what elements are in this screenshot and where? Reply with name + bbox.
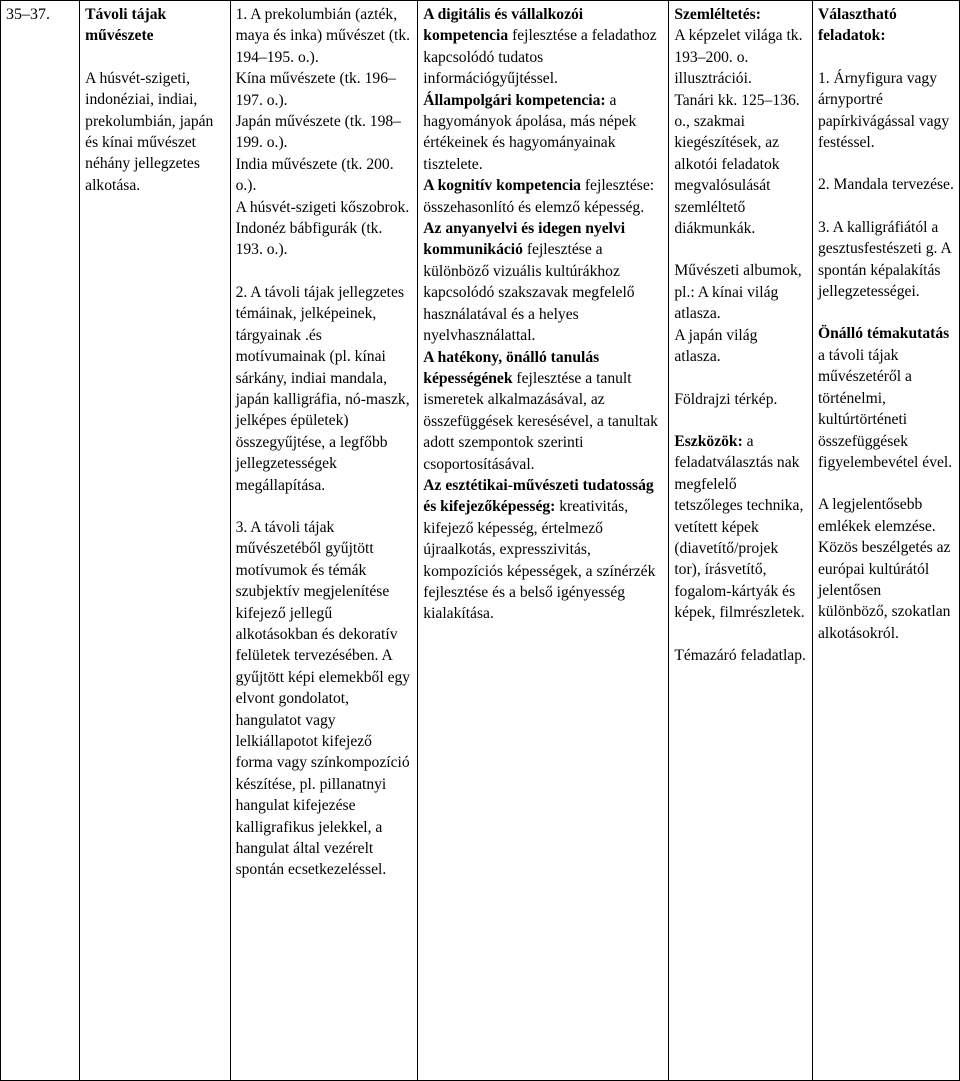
optional-task: 1. Árnyfigura vagy árnyportré papírkivágással vagy festéssel. bbox=[817, 69, 950, 152]
competency-name: Az esztétikai-művészeti tudatosság és kifejezőképesség: bbox=[423, 476, 654, 516]
tools-item bbox=[674, 431, 807, 624]
content-cell bbox=[230, 1, 418, 1081]
competency-item bbox=[423, 218, 663, 346]
competency-item bbox=[423, 4, 663, 90]
competency-text: fejlesztése: összehasonlító és elemző képesség. bbox=[423, 177, 655, 216]
independent-text: a távoli tájak művészetéről a történelmi, kultúrtörténeti összefüggések figyelembevétel ével. bbox=[817, 346, 953, 471]
map-text: Földrajzi térkép. bbox=[674, 390, 778, 408]
independent-label: Önálló témakutatás bbox=[817, 325, 950, 343]
worksheet-text: Témazáró feladatlap. bbox=[674, 646, 806, 664]
competency-text: a hagyományok ápolása, más népek értékeinek és hagyományainak tisztelete. bbox=[423, 91, 637, 173]
demonstration-cell bbox=[669, 1, 813, 1081]
optional-task: 2. Mandala tervezése. bbox=[817, 176, 954, 194]
lesson-number: 35–37. bbox=[6, 6, 50, 23]
competencies-cell bbox=[418, 1, 669, 1081]
content-item: Indonéz bábfigurák (tk. 193. o.). bbox=[235, 220, 383, 259]
japan-atlas-text: A japán világ atlasza. bbox=[674, 326, 758, 366]
content-item: India művészete (tk. 200. o.). bbox=[235, 155, 394, 195]
tools-text: a feladatválasztás nak megfelelő tetszőleges technika, vetített képek (diavetítő/projek tor), írásvetítő, fogalom-kártyák és képek, filmrészletek. bbox=[674, 432, 805, 622]
competency-item bbox=[423, 90, 663, 176]
tools-label: Eszközök: bbox=[674, 432, 743, 450]
demonstration-label: Szemléltetés: bbox=[674, 6, 761, 23]
topic-description: A húsvét-szigeti, indonéziai, indiai, prekolumbián, japán és kínai művészet néhány jellegzetes alkotása. bbox=[85, 69, 214, 194]
optional-label: Választható feladatok: bbox=[817, 6, 897, 45]
demonstration-line: Tanári kk. 125–136. o., szakmai kiegészítések, az alkotói feladatok megvalósulását szemléltető diákmunkák. bbox=[674, 91, 800, 238]
content-item: 1. A prekolumbián (azték, maya és inka) művészet (tk. 194–195. o.). bbox=[235, 6, 411, 66]
competency-name: Az anyanyelvi és idegen nyelvi kommunikáció bbox=[423, 220, 626, 259]
table-row bbox=[1, 1, 960, 1081]
competency-name: Állampolgári kompetencia: bbox=[423, 91, 606, 109]
competency-text: fejlesztése a tanult ismeretek alkalmazásával, az összefüggések keresésével, a tanultak adott szempontok szerinti csoportosításával. bbox=[423, 369, 658, 473]
optional-tasks-cell bbox=[812, 1, 959, 1081]
content-item: A húsvét-szigeti kőszobrok. bbox=[235, 198, 410, 216]
demonstration-line: A képzelet világa tk. 193–200. o. illusztrációi. bbox=[674, 27, 803, 88]
topic-cell bbox=[80, 1, 230, 1081]
competency-text: fejlesztése a különböző vizuális kultúrákhoz kapcsolódó szakszavak megfelelő használatával és a helyes nyelvhasználattal. bbox=[423, 241, 635, 345]
content-item: 2. A távoli tájak jellegzetes témáinak, jelképeinek, tárgyainak .és motívumainak (pl. kínai sárkány, indiai mandala, japán kalligráfia, nó-maszk, jelképes épületek) összegyűjtése, a legfőbb jellegzetességek megállapítása. bbox=[235, 283, 410, 494]
content-item: Kína művészete (tk. 196–197. o.). bbox=[235, 70, 396, 109]
competency-item bbox=[423, 347, 663, 475]
optional-task: 3. A kalligráfiától a gesztusfestészeti g. A spontán képalakítás jellegzetességei. bbox=[817, 218, 951, 301]
lesson-number-cell bbox=[1, 1, 80, 1081]
independent-research bbox=[818, 323, 954, 473]
competency-name: A hatékony, önálló tanulás képességének bbox=[423, 348, 600, 387]
competency-item bbox=[423, 475, 663, 625]
content-item: Japán művészete (tk. 198–199. o.). bbox=[235, 113, 401, 152]
competency-text: kreativitás, kifejező képesség, értelmező újraalkotás, expresszivitás, kompozíciós képességek, a színérzék fejlesztése és a belső igényesség kialakítása. bbox=[423, 498, 656, 623]
albums-text: Művészeti albumok, pl.: A kínai világ atlasza. bbox=[674, 262, 802, 323]
competency-name: A digitális és vállalkozói kompetencia bbox=[423, 6, 584, 45]
topic-title: Távoli tájak művészete bbox=[85, 6, 167, 45]
competency-item bbox=[423, 175, 663, 218]
competency-text: fejlesztése a feladathoz kapcsolódó tudatos információgyűjtéssel. bbox=[423, 27, 657, 88]
competency-name: A kognitív kompetencia bbox=[423, 177, 581, 195]
content-item: 3. A távoli tájak művészetéből gyűjtött motívumok és témák szubjektív megjelenítése kifejező jellegű alkotásokban és dekoratív felületek tervezésében. A gyűjtött képi elemekből egy elvont gondolatot, hangulatot vagy lelkiállapotot kifejező forma vagy színkompozíció készítése, pl. pillanatnyi hangulat kifejezése kalligrafikus jelekkel, a hangulat által vezérelt spontán ecsetkezeléssel. bbox=[235, 518, 411, 879]
analysis-text: A legjelentősebb emlékek elemzése. Közös beszélgetés az európai kultúrától jelentősen különböző, szokatlan alkotásokról. bbox=[817, 496, 951, 642]
